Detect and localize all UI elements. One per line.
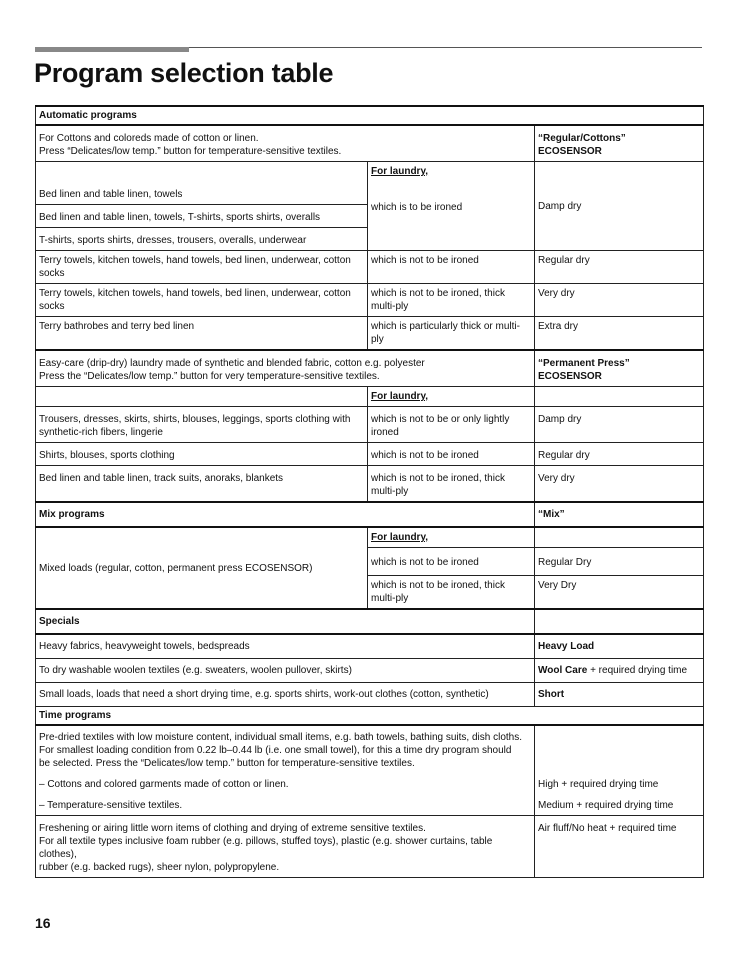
cell-condition: which is not to be or only lightly ironed	[368, 407, 535, 443]
table-row	[36, 725, 704, 816]
cell-result: Damp dry	[535, 407, 704, 443]
program-selection-table	[35, 105, 704, 878]
cell-result: Very Dry	[535, 576, 704, 610]
cell-item: Mixed loads (regular, cotton, permanent press ECOSENSOR)	[36, 527, 368, 609]
cell-item: Terry towels, kitchen towels, hand towels, bed linen, underwear, cotton socks	[36, 284, 368, 317]
header-accent-bar	[35, 47, 189, 52]
table-row	[36, 527, 704, 548]
section-header-specials: Specials	[36, 609, 535, 634]
cell-result: Regular dry	[535, 251, 704, 284]
time-results: High + required drying time Medium + required drying time	[535, 725, 704, 816]
table-row	[36, 317, 704, 351]
cell-item: Bed linen and table linen, track suits, anoraks, blankets	[36, 466, 368, 503]
section-header-mix: Mix programs	[36, 502, 535, 527]
page-number: 16	[35, 915, 51, 931]
table-row	[36, 502, 704, 527]
cell-condition: which is not to be ironed, thick multi-ply	[368, 284, 535, 317]
cell-result: Regular Dry	[535, 548, 704, 576]
cell-condition: which is not to be ironed	[368, 443, 535, 466]
cell-condition: which is particularly thick or multi-ply	[368, 317, 535, 351]
cell-item: Bed linen and table linen, towels, T-shirts, sports shirts, overalls	[36, 205, 368, 228]
cell-result: Air fluff/No heat + required time	[535, 816, 704, 878]
table-row	[36, 162, 704, 205]
program-mix: “Mix”	[535, 502, 704, 527]
table-row	[36, 816, 704, 878]
cell-for-laundry: For laundry,	[368, 527, 535, 548]
cell-empty	[535, 387, 704, 407]
cell-item: Shirts, blouses, sports clothing	[36, 443, 368, 466]
table-row	[36, 251, 704, 284]
cell-item: Small loads, loads that need a short drying time, e.g. sports shirts, work-out clothes (cotton, synthetic)	[36, 683, 535, 707]
cell-item: To dry washable woolen textiles (e.g. sweaters, woolen pullover, skirts)	[36, 659, 535, 683]
cell-item: Terry bathrobes and terry bed linen	[36, 317, 368, 351]
cell-program: Short	[535, 683, 704, 707]
table-row	[36, 407, 704, 443]
cell-result: Damp dry	[535, 162, 704, 251]
cell-result: Very dry	[535, 466, 704, 503]
cell-item: Heavy fabrics, heavyweight towels, bedspreads	[36, 634, 535, 659]
section-header-automatic: Automatic programs	[36, 106, 704, 125]
cell-item: T-shirts, sports shirts, dresses, trousers, overalls, underwear	[36, 228, 368, 251]
cell-empty	[535, 527, 704, 548]
table-row	[36, 387, 704, 407]
page-title: Program selection table	[34, 58, 334, 88]
table-row	[36, 659, 704, 683]
program-regular-cottons: “Regular/Cottons” ECOSENSOR	[535, 125, 704, 162]
cell-condition: which is not to be ironed	[368, 548, 535, 576]
table-row	[36, 634, 704, 659]
cell-for-laundry: For laundry,	[368, 387, 535, 407]
table-row	[36, 466, 704, 503]
easycare-description: Easy-care (drip-dry) laundry made of synthetic and blended fabric, cotton e.g. polyester Press the “Delicates/low temp.” button for very temperature-sensitive textiles.	[36, 350, 535, 387]
cell-result: Extra dry	[535, 317, 704, 351]
table-row	[36, 683, 704, 707]
table-row	[36, 707, 704, 726]
time-description: Pre-dried textiles with low moisture content, individual small items, e.g. bath towels, bathing suits, dish cloths. For smallest loading condition from 0.22 lb–0.44 lb (i.e. one small towel), for this a time dry program should be selected. Press the “Delicates/low temp.” button for temperature-sensitive textiles. – Cottons and colored garments made of cotton or linen. – Temperature-sensitive textiles.	[36, 725, 535, 816]
section-header-time: Time programs	[36, 707, 704, 726]
cell-item: Trousers, dresses, skirts, shirts, blouses, leggings, sports clothing with synthetic-rich fibers, lingerie	[36, 407, 368, 443]
table-row	[36, 609, 704, 634]
cell-item: Terry towels, kitchen towels, hand towels, bed linen, underwear, cotton socks	[36, 251, 368, 284]
cell-empty	[36, 387, 368, 407]
cell-program: Wool Care + required drying time	[535, 659, 704, 683]
cell-result: Very dry	[535, 284, 704, 317]
table-row	[36, 443, 704, 466]
cell-condition: which is not to be ironed, thick multi-ply	[368, 466, 535, 503]
cell-condition: which is not to be ironed	[368, 251, 535, 284]
cottons-description: For Cottons and coloreds made of cotton or linen. Press “Delicates/low temp.” button for temperature-sensitive textiles.	[36, 125, 535, 162]
table-row	[36, 125, 704, 162]
cell-item: Bed linen and table linen, towels	[36, 162, 368, 205]
table-row	[36, 284, 704, 317]
program-permanent-press: “Permanent Press” ECOSENSOR	[535, 350, 704, 387]
table-row	[36, 350, 704, 387]
cell-condition: For laundry, which is to be ironed	[368, 162, 535, 251]
cell-program: Heavy Load	[535, 634, 704, 659]
fresh-description: Freshening or airing little worn items of clothing and drying of extreme sensitive textiles. For all textile types inclusive foam rubber (e.g. pillows, stuffed toys), plastic (e.g. shower curtains, table clothes), rubber (e.g. backed rugs), sheer nylon, polypropylene.	[36, 816, 535, 878]
cell-condition: which is not to be ironed, thick multi-ply	[368, 576, 535, 610]
cell-result: Regular dry	[535, 443, 704, 466]
cell-empty	[535, 609, 704, 634]
